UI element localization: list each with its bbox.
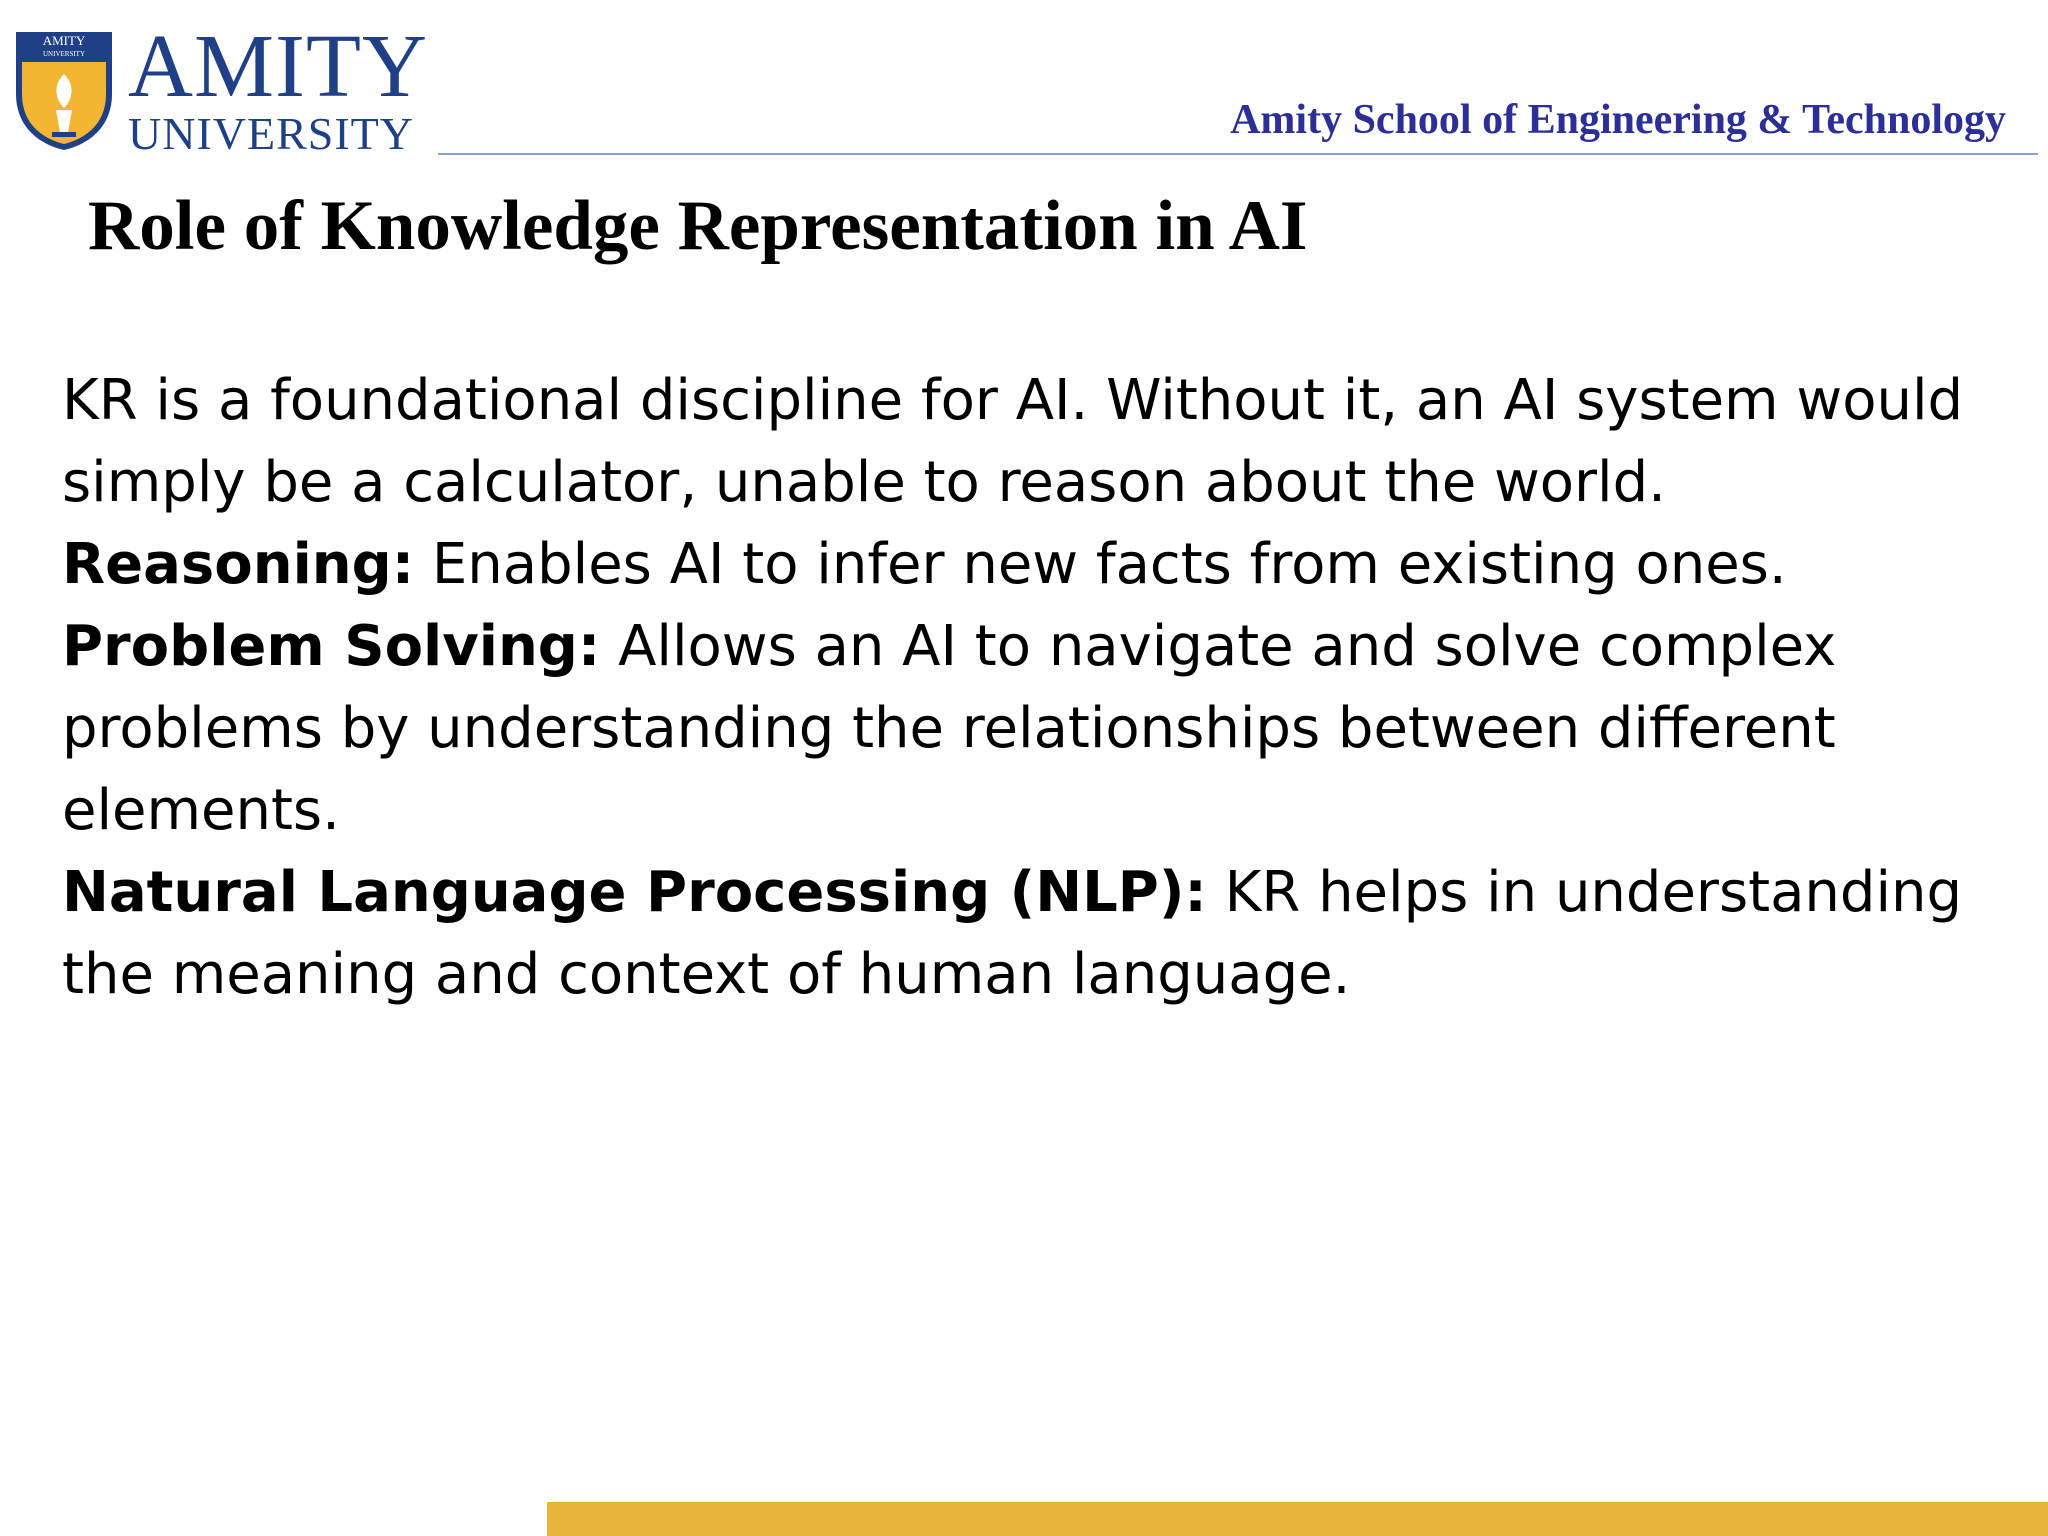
point-text: KR helps in understanding the meaning and context of human language. — [62, 860, 1963, 1007]
footer-accent-bar — [547, 1502, 2048, 1536]
svg-text:UNIVERSITY: UNIVERSITY — [43, 50, 85, 58]
point-term: Natural Language Processing (NLP): — [62, 860, 1207, 925]
header-divider — [438, 153, 2038, 155]
school-name: Amity School of Engineering & Technology — [1230, 97, 2006, 143]
slide-title: Role of Knowledge Representation in AI — [88, 187, 1308, 265]
point-problem-solving — [62, 606, 2002, 852]
point-reasoning — [62, 524, 2002, 606]
point-term: Problem Solving: — [62, 614, 601, 679]
logo-wordmark — [128, 17, 428, 159]
point-term: Reasoning: — [62, 532, 415, 597]
logo-word-university: UNIVERSITY — [128, 108, 414, 159]
point-text: Enables AI to infer new facts from existing ones. — [414, 532, 1787, 597]
slide-body — [62, 360, 2002, 1016]
amity-shield-icon — [12, 28, 116, 152]
svg-text:AMITY: AMITY — [42, 33, 86, 48]
intro-paragraph: KR is a foundational discipline for AI. Without it, an AI system would simply be a calculator, unable to reason about the world. — [62, 368, 1964, 515]
point-nlp — [62, 852, 2002, 1016]
logo-word-amity: AMITY — [128, 17, 428, 116]
point-text: Allows an AI to navigate and solve complex problems by understanding the relationships between different elements. — [62, 614, 1837, 843]
amity-logo — [12, 17, 428, 159]
